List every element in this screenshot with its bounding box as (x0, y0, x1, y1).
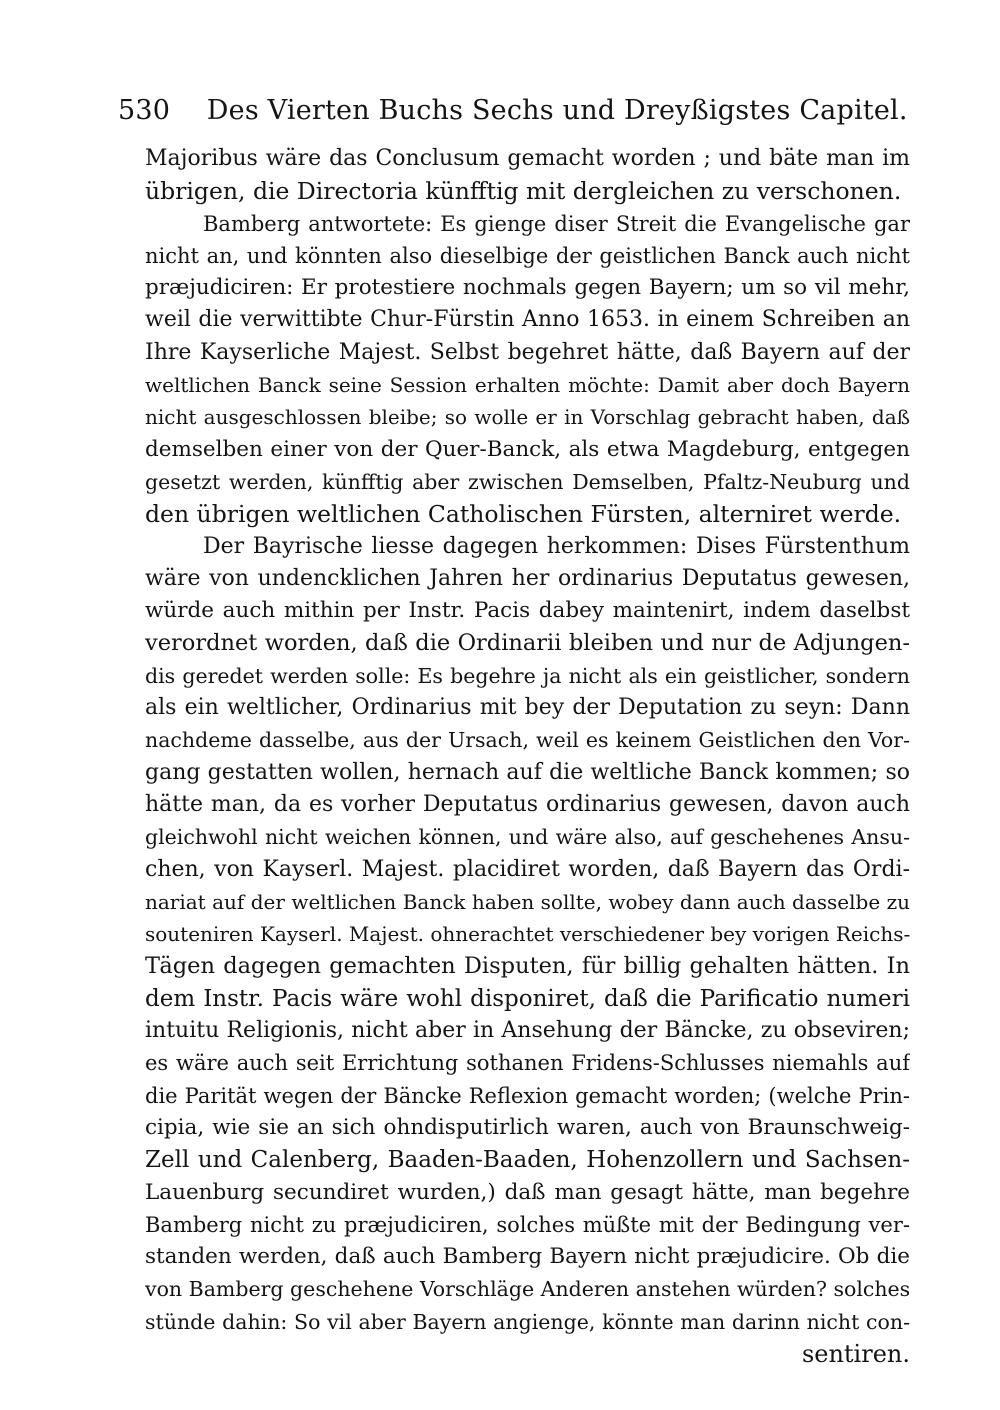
text-line: die Parität wegen der Bäncke Reflexion gemacht worden; (welche Prin- (145, 1083, 910, 1108)
text-line: den übrigen weltlichen Catholischen Fürsten, alterniret werde. (145, 500, 902, 529)
text-line: weil die verwittibte Chur-Fürstin Anno 1653. in einem Schreiben an (145, 307, 910, 333)
text-line: nicht ausgeschlossen bleibe; so wolle er in Vorschlag gebracht haben, daß (145, 405, 910, 430)
text-line: Lauenburg secundiret wurden,) daß man gesagt hätte, man begehre (145, 1179, 910, 1205)
text-line: standen werden, daß auch Bamberg Bayern nicht præjudicire. Ob die (145, 1244, 910, 1270)
text-line: von Bamberg geschehene Vorschläge Anderen anstehen würden? solches (145, 1277, 910, 1302)
text-line: dis geredet werden solle: Es begehre ja nicht als ein geistlicher, sondern (145, 663, 910, 688)
text-line: übrigen, die Directoria künfftig mit dergleichen zu verschonen. (145, 177, 902, 206)
text-line: gang gestatten wollen, hernach auf die weltliche Banck kommen; so (145, 759, 910, 785)
text-line: gesetzt werden, künfftig aber zwischen Demselben, Pfaltz-Neuburg und (145, 469, 910, 494)
paragraph-start-line: Der Bayrische liesse dagegen herkommen: Dises Fürstenthum (203, 533, 910, 559)
text-line: wäre von undencklichen Jahren her ordinarius Deputatus gewesen, (145, 565, 910, 591)
text-line: dem Instr. Pacis wäre wohl disponiret, daß die Parificatio numeri (145, 985, 910, 1012)
text-line: als ein weltlicher, Ordinarius mit bey der Deputation zu seyn: Dann (145, 695, 910, 721)
running-head: Des Vierten Buchs Sechs und Dreyßigstes Capitel. (206, 95, 908, 126)
body-text (145, 143, 910, 1370)
page-header (118, 92, 908, 130)
paragraph-start-line: Bamberg antwortete: Es gienge diser Streit die Evangelische gar (203, 211, 910, 236)
text-line: würde auch mithin per Instr. Pacis dabey maintenirt, indem daselbst (145, 598, 910, 624)
text-line: Zell und Calenberg, Baaden-Baaden, Hohenzollern und Sachsen- (145, 1147, 910, 1174)
text-line: cipia, wie sie an sich ohndisputirlich waren, auch von Braunschweig- (145, 1114, 910, 1140)
text-line: intuitu Religionis, nicht aber in Ansehung der Bäncke, zu obseviren; (145, 1018, 910, 1044)
text-line: es wäre auch seit Errichtung sothanen Fridens-Schlusses niemahls auf (145, 1051, 910, 1076)
text-line: demselben einer von der Quer-Banck, als etwa Magdeburg, entgegen (145, 436, 910, 462)
text-line: hätte man, da es vorher Deputatus ordinarius gewesen, davon auch (145, 791, 910, 817)
text-line: Tägen dagegen gemachten Disputen, für billig gehalten hätten. In (145, 953, 910, 980)
page-number: 530 (118, 95, 171, 126)
text-line-final: sentiren. (801, 1339, 910, 1368)
text-line: souteniren Kayserl. Majest. ohnerachtet verschiedener bey vorigen Reichs- (145, 922, 910, 947)
text-line: Bamberg nicht zu præjudiciren, solches müßte mit der Bedingung ver- (145, 1212, 910, 1237)
text-line: nicht an, und könnten also dieselbige der geistlichen Banck auch nicht (145, 243, 910, 268)
text-line: Ihre Kayserliche Majest. Selbst begehret hätte, daß Bayern auf der (145, 339, 910, 365)
text-line: chen, von Kayserl. Majest. placidiret worden, daß Bayern das Ordi- (145, 856, 910, 882)
text-line: nachdeme dasselbe, aus der Ursach, weil es keinem Geistlichen den Vor- (145, 728, 910, 753)
text-line: nariat auf der weltlichen Banck haben sollte, wobey dann auch dasselbe zu (145, 889, 910, 914)
text-line: weltlichen Banck seine Session erhalten möchte: Damit aber doch Bayern (145, 373, 910, 398)
text-line: præjudiciren: Er protestiere nochmals gegen Bayern; um so vil mehr, (145, 275, 910, 301)
text-line: verordnet worden, daß die Ordinarii bleiben und nur de Adjungen- (145, 630, 910, 657)
text-line: Majoribus wäre das Conclusum gemacht worden ; und bäte man im (145, 146, 910, 171)
text-line: gleichwohl nicht weichen können, und wäre also, auf geschehenes Ansu- (145, 825, 910, 850)
text-line: stünde dahin: So vil aber Bayern angienge, könnte man darinn nicht con- (145, 1309, 910, 1334)
